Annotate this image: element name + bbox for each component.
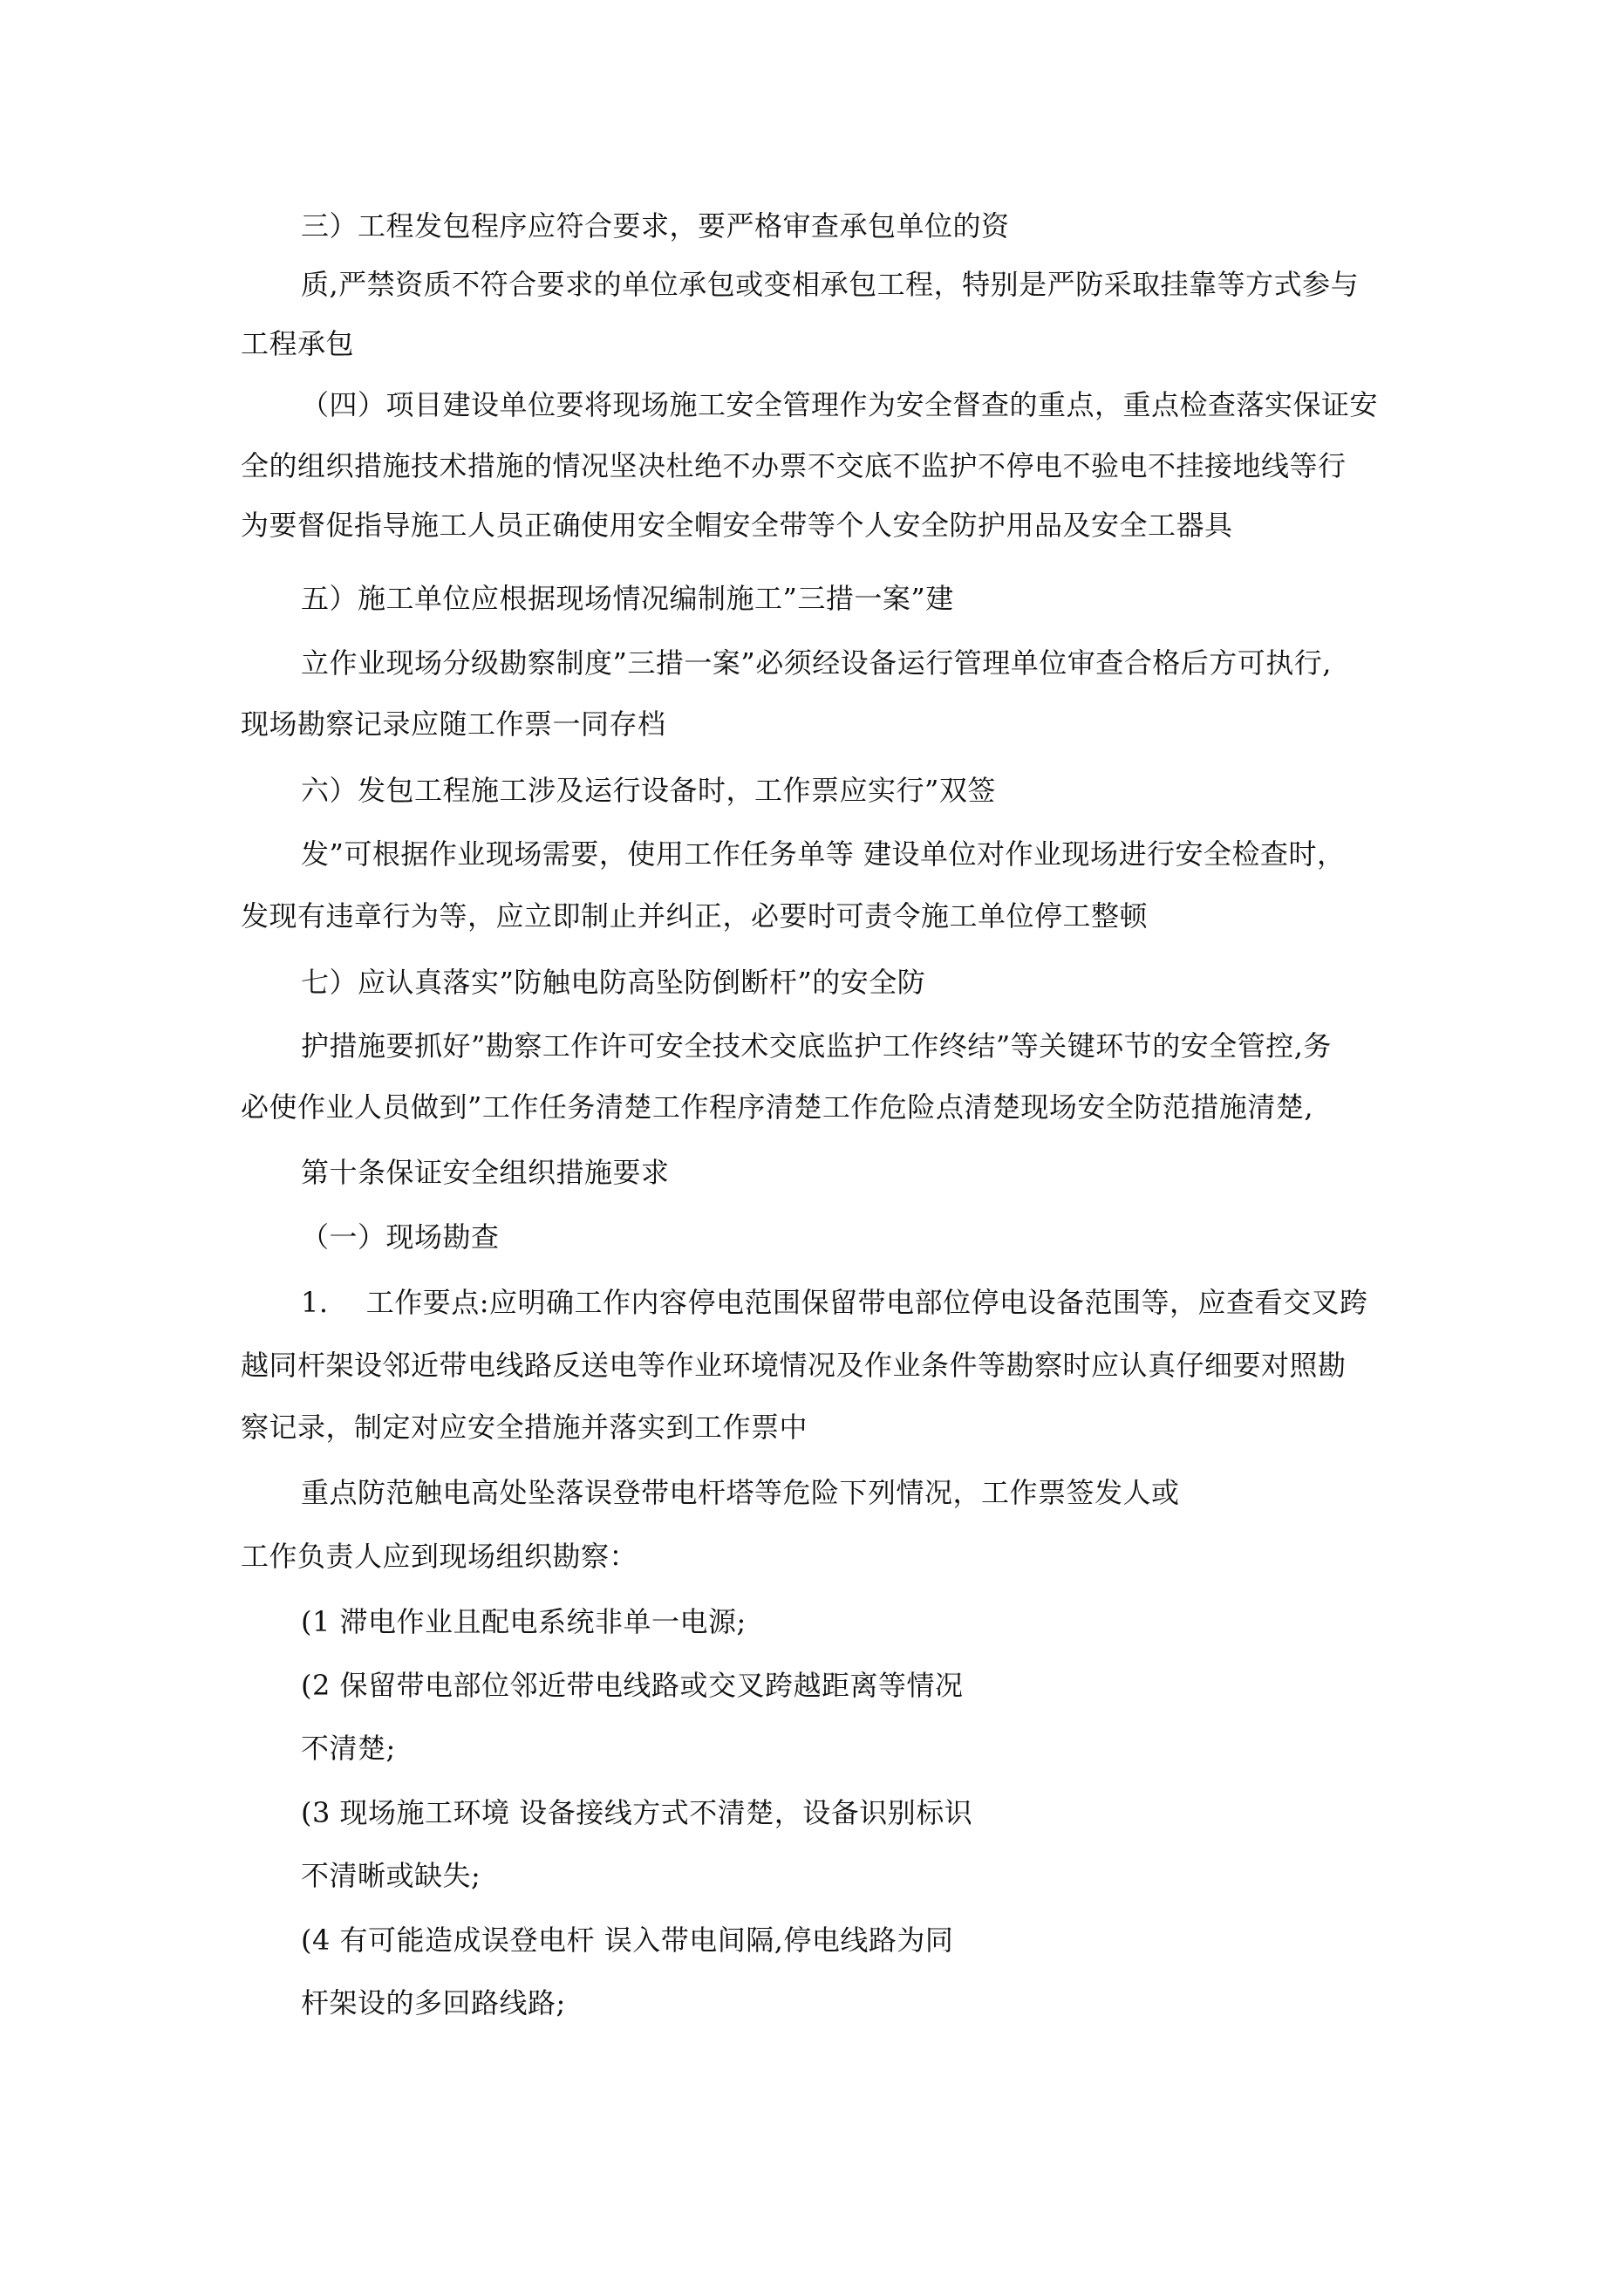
text-line: 越同杆架设邻近带电线路反送电等作业环境情况及作业条件等勘察时应认真仔细要对照勘 [241, 1349, 1347, 1382]
text-line: （四）项目建设单位要将现场施工安全管理作为安全督查的重点，重点检查落实保证安 [301, 388, 1379, 421]
text-line: 三）工程发包程序应符合要求，要严格审查承包单位的资 [301, 209, 1010, 243]
text-line: 重点防范触电高处坠落误登带电杆塔等危险下列情况，工作票签发人或 [301, 1476, 1180, 1509]
text-line: (4 有可能造成误登电杆 误入带电间隔,停电线路为同 [301, 1924, 954, 1957]
text-line: 发现有违章行为等，应立即制止并纠正，必要时可责令施工单位停工整顿 [241, 899, 1149, 933]
text-line: 察记录，制定对应安全措施并落实到工作票中 [241, 1411, 808, 1444]
text-line: （一）现场勘查 [301, 1220, 500, 1254]
text-line: 第十条保证安全组织措施要求 [301, 1156, 670, 1189]
text-line: 为要督促指导施工人员正确使用安全帽安全带等个人安全防护用品及安全工器具 [241, 509, 1233, 542]
text-line: 发”可根据作业现场需要，使用工作任务单等 建设单位对作业现场进行安全检查时， [301, 837, 1346, 871]
text-line: (2 保留带电部位邻近带电线路或交叉跨越距离等情况 [301, 1669, 964, 1702]
text-line: 立作业现场分级勘察制度”三措一案”必须经设备运行管理单位审查合格后方可执行, [301, 646, 1332, 680]
text-line: 不清楚; [301, 1732, 396, 1765]
text-line: 五）施工单位应根据现场情况编制施工”三措一案”建 [301, 582, 954, 615]
text-line: 工程承包 [241, 327, 355, 360]
text-line: 全的组织措施技术措施的情况坚决杜绝不办票不交底不监护不停电不验电不挂接地线等行 [241, 449, 1347, 482]
text-line: 七）应认真落实”防触电防高坠防倒断杆”的安全防 [301, 966, 926, 999]
text-line: 必使作业人员做到”工作任务清楚工作程序清楚工作危险点清楚现场安全防范措施清楚, [241, 1090, 1314, 1124]
text-line: 不清晰或缺失; [301, 1859, 481, 1892]
text-line: 质,严禁资质不符合要求的单位承包或变相承包工程，特别是严防采取挂靠等方式参与 [301, 268, 1360, 301]
text-line: 杆架设的多回路线路; [301, 1986, 566, 2019]
text-line: (1 滞电作业且配电系统非单一电源; [301, 1605, 747, 1638]
text-line: 现场勘察记录应随工作票一同存档 [241, 707, 666, 741]
text-line: (3 现场施工环境 设备接线方式不清楚，设备识别标识 [301, 1796, 973, 1829]
text-line: 护措施要抓好”勘察工作许可安全技术交底监护工作终结”等关键环节的安全管控,务 [301, 1029, 1332, 1063]
text-line: 六）发包工程施工涉及运行设备时，工作票应实行”双签 [301, 774, 996, 807]
text-line: 1. 工作要点:应明确工作内容停电范围保留带电部位停电设备范围等，应查看交叉跨 [301, 1286, 1368, 1319]
text-line: 工作负责人应到现场组织勘察： [241, 1540, 638, 1573]
